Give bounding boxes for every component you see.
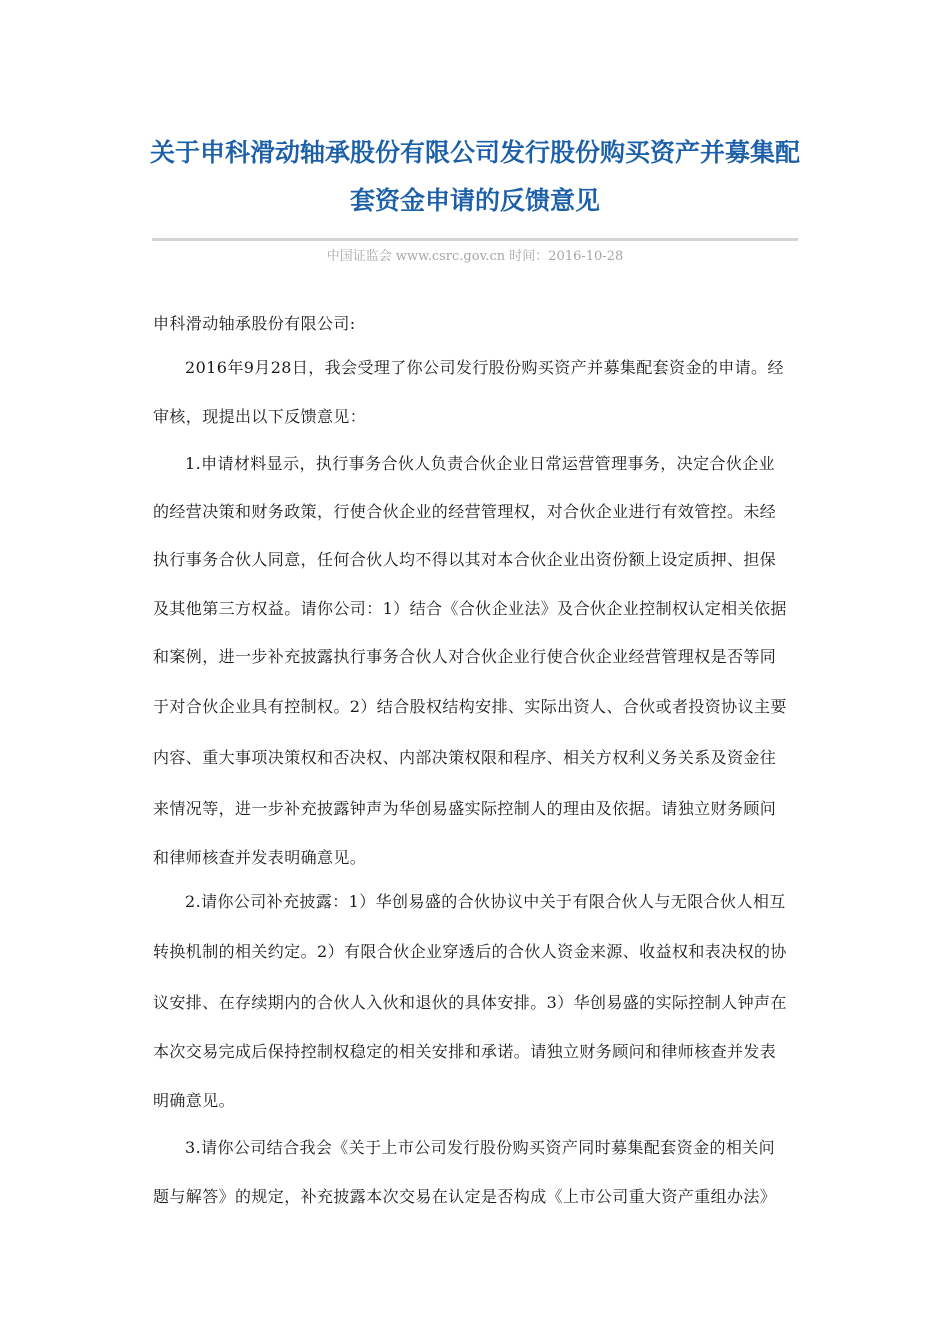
body-line: 和案例，进一步补充披露执行事务合伙人对合伙企业行使合伙企业经营管理权是否等同 [153,647,777,666]
body-line: 题与解答》的规定，补充披露本次交易在认定是否构成《上市公司重大资产重组办法》 [153,1187,777,1206]
document-title-line-2: 套资金申请的反馈意见 [349,186,600,215]
body-line: 议安排、在存续期内的合伙人入伙和退伙的具体安排。3）华创易盛的实际控制人钟声在 [153,993,787,1012]
body-line: 明确意见。 [153,1091,236,1110]
body-line: 的经营决策和财务政策，行使合伙企业的经营管理权，对合伙企业进行有效管控。未经 [153,502,777,521]
body-line: 内容、重大事项决策权和否决权、内部决策权限和程序、相关方权利义务关系及资金往 [153,748,777,767]
body-line: 本次交易完成后保持控制权稳定的相关安排和承诺。请独立财务顾问和律师核查并发表 [153,1042,777,1061]
source-date-line: 中国证监会 www.csrc.gov.cn 时间：2016-10-28 [326,249,624,264]
body-line: 1.申请材料显示，执行事务合伙人负责合伙企业日常运营管理事务，决定合伙企业 [185,454,776,473]
body-line: 3.请你公司结合我会《关于上市公司发行股份购买资产同时募集配套资金的相关问 [185,1138,776,1157]
body-line: 执行事务合伙人同意，任何合伙人均不得以其对本合伙企业出资份额上设定质押、担保 [153,550,777,569]
body-line: 转换机制的相关约定。2）有限合伙企业穿透后的合伙人资金来源、收益权和表决权的协 [153,942,787,961]
document-title-line-1: 关于申科滑动轴承股份有限公司发行股份购买资产并募集配 [149,138,800,167]
body-line: 2.请你公司补充披露：1）华创易盛的合伙协议中关于有限合伙人与无限合伙人相互 [185,892,786,911]
body-line: 来情况等，进一步补充披露钟声为华创易盛实际控制人的理由及依据。请独立财务顾问 [153,799,777,818]
body-line: 审核，现提出以下反馈意见： [153,407,367,426]
body-line: 和律师核查并发表明确意见。 [153,848,367,867]
body-line: 2016年9月28日，我会受理了你公司发行股份购买资产并募集配套资金的申请。经 [185,358,784,377]
salutation: 申科滑动轴承股份有限公司: [153,314,356,333]
body-line: 及其他第三方权益。请你公司：1）结合《合伙企业法》及合伙企业控制权认定相关依据 [153,599,787,618]
title-divider [152,238,798,241]
body-line: 于对合伙企业具有控制权。2）结合股权结构安排、实际出资人、合伙或者投资协议主要 [153,697,787,716]
